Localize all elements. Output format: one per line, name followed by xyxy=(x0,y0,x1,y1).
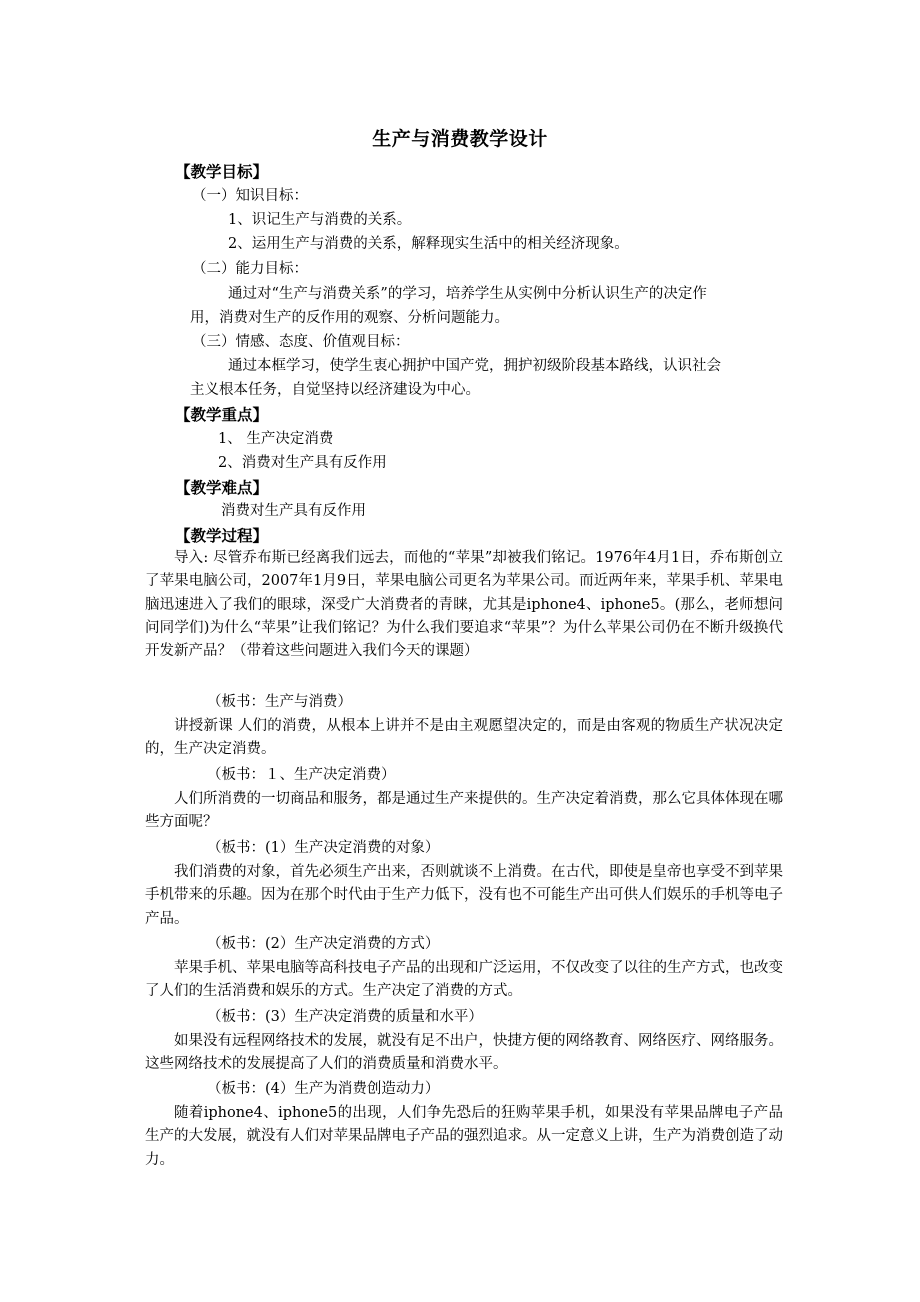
knowledge-objective-1: 1、识记生产与消费的关系。 xyxy=(228,212,412,228)
paragraph-4: 如果没有远程网络技术的发展，就没有足不出户，快捷方便的网络教育、网络医疗、网络服务。这些网络技术的发展提高了人们的消费质量和消费水平。 xyxy=(145,1033,783,1073)
board-note-4: （板书：(3）生产决定消费的质量和水平） xyxy=(207,1009,483,1025)
paragraph-2: 我们消费的对象，首先必须生产出来，否则就谈不上消费。在古代，即使是皇帝也享受不到苹果手机带来的乐趣。因为在那个时代由于生产力低下，没有也不可能生产出可供人们娱乐的手机等电子产品。 xyxy=(145,864,783,927)
board-note-2: （板书：(1）生产决定消费的对象） xyxy=(207,840,440,856)
ability-objective-line-2: 用，消费对生产的反作用的观察、分析问题能力。 xyxy=(190,310,509,326)
values-objective-line-1: 通过本框学习，使学生衷心拥护中国产党，拥护初级阶段基本路线，认识社会 xyxy=(228,358,721,374)
key-points-heading: 【教学重点】 xyxy=(175,405,269,424)
key-point-1: 1、 生产决定消费 xyxy=(218,431,334,447)
values-objective-line-2: 主义根本任务，自觉坚持以经济建设为中心。 xyxy=(190,382,480,398)
document-title: 生产与消费教学设计 xyxy=(372,128,548,150)
paragraph-3: 苹果手机、苹果电脑等高科技电子产品的出现和广泛运用，不仅改变了以往的生产方式，也改变了人们的生活消费和娱乐的方式。生产决定了消费的方式。 xyxy=(145,960,783,1000)
key-point-2: 2、消费对生产具有反作用 xyxy=(218,455,387,471)
process-intro-paragraph: 导入: 尽管乔布斯已经离我们远去，而他的“苹果”却被我们铭记。1976年4月1日，乔布斯创立了苹果电脑公司，2007年1月9日，苹果电脑公司更名为苹果公司。而近两年来，苹果手机、苹果电脑迅速进入了我们的眼球，深受广大消费者的青睐，尤其是iphone4、iphone5。(那么，老师想问问同学们)为什么“苹果”让我们铭记？为什么我们要追求“苹果”？为什么苹果公司仍在不断升级换代开发新产品？（带着这些问题进入我们今天的课题） xyxy=(145,550,783,660)
board-note-5: （板书：(4）生产为消费创造动力） xyxy=(207,1081,440,1097)
difficulty-text: 消费对生产具有反作用 xyxy=(221,503,366,519)
board-note-1: （板书：１、生产决定消费） xyxy=(207,767,396,783)
ability-objectives-heading: （二）能力目标： xyxy=(192,261,308,277)
board-note-0: （板书：生产与消费） xyxy=(207,694,352,710)
board-note-3: （板书：(2）生产决定消费的方式） xyxy=(207,936,440,952)
paragraph-5: 随着iphone4、iphone5的出现，人们争先恐后的狂购苹果手机，如果没有苹果品牌电子产品生产的大发展，就没有人们对苹果品牌电子产品的强烈追求。从一定意义上讲，生产为消费创造了动力。 xyxy=(145,1105,783,1168)
values-objectives-heading: （三）情感、态度、价值观目标： xyxy=(192,334,410,350)
knowledge-objective-2: 2、运用生产与消费的关系，解释现实生活中的相关经济现象。 xyxy=(228,236,629,252)
ability-objective-line-1: 通过对“生产与消费关系”的学习，培养学生从实例中分析认识生产的决定作 xyxy=(228,286,707,302)
objectives-heading: 【教学目标】 xyxy=(175,162,269,181)
process-heading: 【教学过程】 xyxy=(175,526,269,545)
knowledge-objectives-heading: （一）知识目标： xyxy=(192,188,308,204)
paragraph-1: 人们所消费的一切商品和服务，都是通过生产来提供的。生产决定着消费，那么它具体体现在哪些方面呢？ xyxy=(145,791,783,831)
difficulty-heading: 【教学难点】 xyxy=(175,478,269,497)
lecture-paragraph: 讲授新课 人们的消费，从根本上讲并不是由主观愿望决定的，而是由客观的物质生产状况决定的，生产决定消费。 xyxy=(145,718,783,758)
